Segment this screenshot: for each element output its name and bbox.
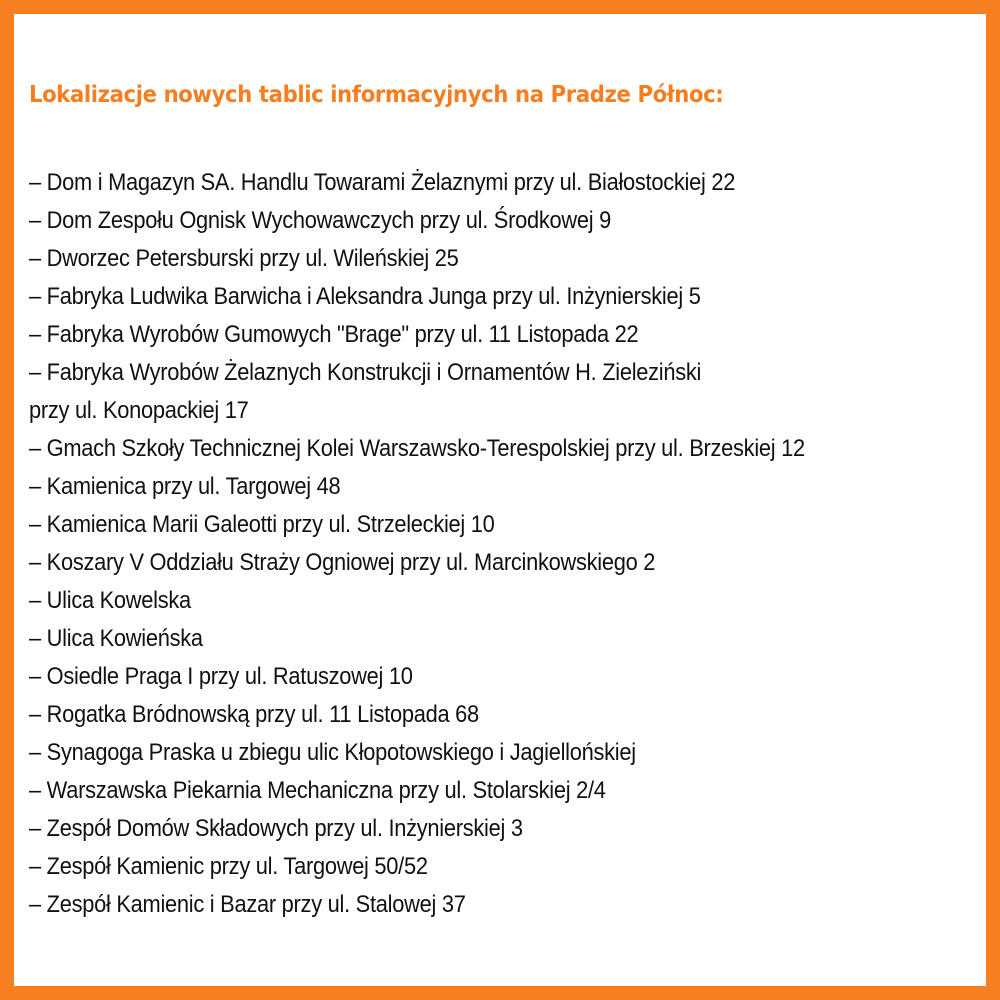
list-item: – Dom i Magazyn SA. Handlu Towarami Żelaznymi przy ul. Białostockiej 22: [29, 169, 736, 196]
list-item: – Kamienica przy ul. Targowej 48: [29, 473, 341, 500]
list-item: – Rogatka Bródnowską przy ul. 11 Listopada 68: [29, 701, 479, 728]
list-item: – Koszary V Oddziału Straży Ogniowej przy ul. Marcinkowskiego 2: [29, 549, 656, 576]
content-panel: [14, 14, 986, 986]
list-item: – Kamienica Marii Galeotti przy ul. Strzeleckiej 10: [29, 511, 495, 538]
list-item: – Ulica Kowieńska: [29, 625, 203, 652]
list-item: – Zespół Kamienic przy ul. Targowej 50/52: [29, 853, 428, 880]
list-item: – Zespół Kamienic i Bazar przy ul. Stalowej 37: [29, 891, 466, 918]
list-item: – Synagoga Praska u zbiegu ulic Kłopotowskiego i Jagiellońskiej: [29, 739, 636, 766]
list-item: – Ulica Kowelska: [29, 587, 191, 614]
list-item-continuation: przy ul. Konopackiej 17: [29, 397, 249, 424]
location-list: [29, 164, 975, 924]
list-item: – Dom Zespołu Ognisk Wychowawczych przy ul. Środkowej 9: [29, 207, 611, 234]
list-item: – Gmach Szkoły Technicznej Kolei Warszawsko-Terespolskiej przy ul. Brzeskiej 12: [29, 435, 805, 462]
page-title: Lokalizacje nowych tablic informacyjnych na Pradze Północ:: [29, 82, 724, 108]
list-item: – Fabryka Wyrobów Żelaznych Konstrukcji i Ornamentów H. Zieleziński: [29, 359, 702, 386]
list-item: – Warszawska Piekarnia Mechaniczna przy ul. Stolarskiej 2/4: [29, 777, 606, 804]
list-item: – Osiedle Praga I przy ul. Ratuszowej 10: [29, 663, 413, 690]
list-item: – Fabryka Wyrobów Gumowych "Brage" przy ul. 11 Listopada 22: [29, 321, 639, 348]
list-item: – Dworzec Petersburski przy ul. Wileńskiej 25: [29, 245, 459, 272]
list-item: – Zespół Domów Składowych przy ul. Inżynierskiej 3: [29, 815, 523, 842]
list-item: – Fabryka Ludwika Barwicha i Aleksandra Junga przy ul. Inżynierskiej 5: [29, 283, 701, 310]
